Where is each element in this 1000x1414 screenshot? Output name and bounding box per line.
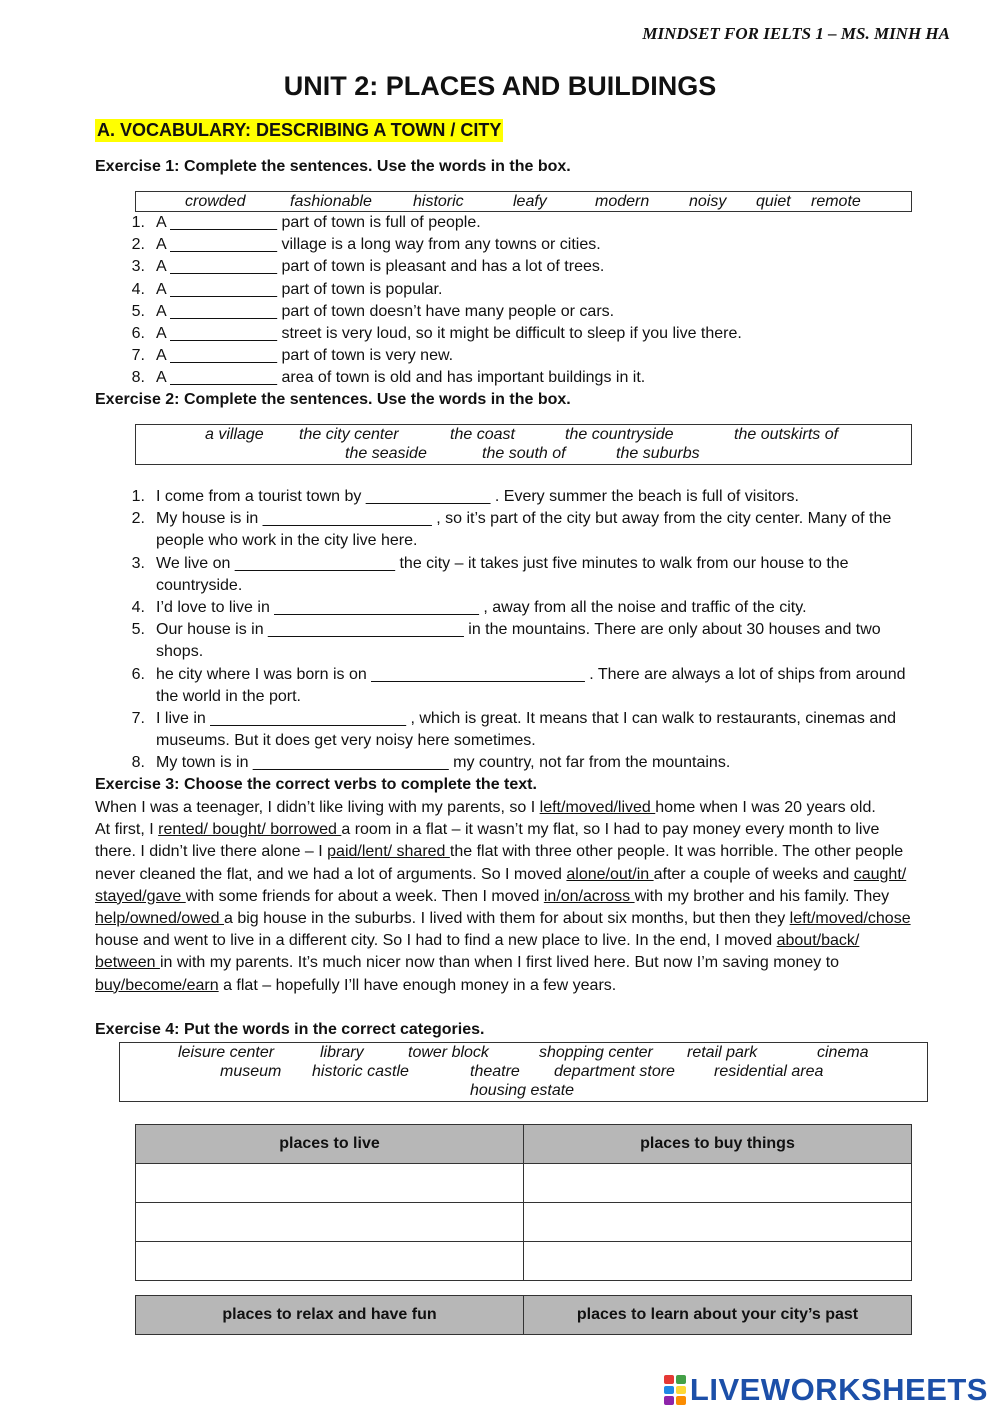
passage-text: house and went to live in a different city. So I had to find a new place to live. In the end, I moved xyxy=(95,932,777,950)
logo-square xyxy=(664,1386,674,1395)
word-historic-castle: historic castle xyxy=(312,1063,409,1080)
list-item: 8. A ____________ area of town is old and has important buildings in it. xyxy=(131,369,646,387)
passage-line xyxy=(95,841,965,863)
list-item: 4. I’d love to live in _______________________ , away from all the noise and traffic of the city. xyxy=(131,599,807,617)
liveworksheets-logo-text: LIVEWORKSHEETS xyxy=(689,1372,988,1407)
exercise-1-sentences xyxy=(131,212,742,390)
passage-line xyxy=(95,797,965,819)
category-table-1 xyxy=(135,1124,912,1281)
exercise-3-passage xyxy=(95,797,965,997)
category-table-2 xyxy=(135,1295,912,1335)
passage-text: a room in a flat – it wasn’t my flat, so I had to pay money every month to live xyxy=(341,821,880,839)
word-remote: remote xyxy=(811,193,861,210)
list-item: 6. A ____________ street is very loud, so it might be difficult to sleep if you live there. xyxy=(131,325,742,343)
exercise-4-title: Exercise 4: Put the words in the correct categories. xyxy=(95,1021,485,1038)
exercise-3-title: Exercise 3: Choose the correct verbs to complete the text. xyxy=(95,776,537,793)
word-the-city-center: the city center xyxy=(299,426,399,443)
word-housing-estate: housing estate xyxy=(470,1082,575,1099)
word-modern: modern xyxy=(595,193,650,210)
passage-text: a flat – hopefully I’ll have enough money in a few years. xyxy=(218,976,617,994)
header-places-to-buy-things: places to buy things xyxy=(524,1125,912,1164)
passage-text: after a couple of weeks and xyxy=(653,865,854,883)
list-item: 5. Our house is in ______________________ in the mountains. There are only about 30 houses and two shops. xyxy=(131,621,881,661)
passage-line xyxy=(95,864,965,886)
answer-cell[interactable] xyxy=(136,1203,524,1242)
logo-square xyxy=(664,1375,674,1384)
word-residential-area: residential area xyxy=(714,1063,824,1080)
list-item: 3. We live on __________________ the city – it takes just five minutes to walk from our house to the countryside. xyxy=(131,554,849,594)
exercise-4-word-box xyxy=(119,1042,928,1102)
verb-choice[interactable]: buy/become/earn xyxy=(95,976,219,994)
word-fashionable: fashionable xyxy=(290,193,372,210)
passage-line xyxy=(95,819,965,841)
list-item: 5. A ____________ part of town doesn’t have many people or cars. xyxy=(131,302,615,320)
list-item: 1. I come from a tourist town by ______________ . Every summer the beach is full of visitors. xyxy=(131,488,799,505)
unit-title: UNIT 2: PLACES AND BUILDINGS xyxy=(283,71,717,101)
verb-choice[interactable]: rented/ bought/ borrowed xyxy=(158,821,342,839)
list-item: 8. My town is in ______________________ my country, not far from the mountains. xyxy=(131,754,731,772)
logo-square xyxy=(676,1396,686,1405)
list-item: 2. A ____________ village is a long way from any towns or cities. xyxy=(131,236,601,254)
liveworksheets-logo xyxy=(664,1372,988,1408)
word-the-coast: the coast xyxy=(450,426,515,443)
passage-text: the flat with three other people. It was horrible. The other people xyxy=(449,843,904,861)
word-noisy: noisy xyxy=(689,193,727,210)
passage-text: with my brother and his family. They xyxy=(634,887,890,905)
passage-line xyxy=(95,908,965,930)
answer-cell[interactable] xyxy=(524,1164,912,1203)
word-shopping-center: shopping center xyxy=(539,1044,653,1061)
list-item: 4. A ____________ part of town is popular. xyxy=(131,280,443,298)
exercise-1-word-box xyxy=(135,191,912,212)
word-leisure-center: leisure center xyxy=(178,1044,275,1061)
verb-choice[interactable]: left/moved/lived xyxy=(539,799,656,816)
passage-text: home when I was 20 years old. xyxy=(655,799,876,816)
passage-text: there. I didn’t live there alone – I xyxy=(95,843,328,861)
logo-square xyxy=(676,1375,686,1384)
word-tower-block: tower block xyxy=(408,1044,489,1061)
word-the-suburbs: the suburbs xyxy=(616,445,700,462)
passage-text: a big house in the suburbs. I lived with them for about six months, but then they xyxy=(223,910,790,928)
answer-cell[interactable] xyxy=(524,1203,912,1242)
header-places-to-live: places to live xyxy=(136,1125,524,1164)
verb-choice[interactable]: help/owned/owed xyxy=(95,910,224,928)
list-item: 1. A ____________ part of town is full of people. xyxy=(131,214,481,231)
list-item: 7. I live in ______________________ , which is great. It means that I can walk to restaurants, cinemas and museums. But it does get very noisy here sometimes. xyxy=(131,710,897,750)
word-the-outskirts-of: the outskirts of xyxy=(734,426,839,443)
exercise-1-title: Exercise 1: Complete the sentences. Use the words in the box. xyxy=(95,158,571,175)
exercise-2-sentences xyxy=(131,486,906,775)
verb-choice[interactable]: in/on/across xyxy=(543,887,635,905)
logo-square xyxy=(664,1396,674,1405)
list-item: 6. he city where I was born is on ________________________ . There are always a lot of ships from around the world in the port. xyxy=(131,665,906,705)
passage-text: with some friends for about a week. Then I moved xyxy=(185,887,544,905)
passage-text: At first, I xyxy=(95,821,159,839)
verb-choice[interactable]: stayed/gave xyxy=(95,887,186,905)
header-author: MINDSET FOR IELTS 1 – MS. MINH HA xyxy=(642,24,950,43)
verb-choice[interactable]: paid/lent/ shared xyxy=(327,843,450,861)
word-quiet: quiet xyxy=(756,193,791,210)
passage-text: in with my parents. It’s much nicer now than when I first lived here. But now I’m saving money to xyxy=(159,954,840,972)
logo-square xyxy=(676,1386,686,1395)
list-item: 2. My house is in ___________________ , so it’s part of the city but away from the city center. Many of the people who work in the city live here. xyxy=(131,510,892,550)
passage-line xyxy=(95,952,965,974)
word-department-store: department store xyxy=(554,1063,675,1080)
exercise-2-title: Exercise 2: Complete the sentences. Use the words in the box. xyxy=(95,391,571,408)
passage-line xyxy=(95,975,965,997)
word-museum: museum xyxy=(220,1063,282,1080)
answer-cell[interactable] xyxy=(524,1242,912,1281)
word-the-countryside: the countryside xyxy=(565,426,674,443)
verb-choice[interactable]: caught/ xyxy=(853,865,907,883)
liveworksheets-logo-icon xyxy=(664,1375,686,1405)
word-cinema: cinema xyxy=(817,1044,869,1061)
word-library: library xyxy=(320,1044,364,1061)
verb-choice[interactable]: between xyxy=(95,954,160,972)
passage-text: never cleaned the flat, and we had a lot of arguments. So I moved xyxy=(95,865,567,883)
verb-choice[interactable]: about/back/ xyxy=(776,932,860,950)
answer-cell[interactable] xyxy=(136,1164,524,1203)
word-historic: historic xyxy=(413,193,464,210)
verb-choice[interactable]: alone/out/in xyxy=(566,865,654,883)
word-theatre: theatre xyxy=(470,1063,520,1080)
passage-line xyxy=(95,930,965,952)
passage-line xyxy=(95,886,965,908)
word-crowded: crowded xyxy=(185,193,246,210)
answer-cell[interactable] xyxy=(136,1242,524,1281)
exercise-2-word-box xyxy=(135,424,912,465)
word-a-village: a village xyxy=(205,426,264,443)
word-the-seaside: the seaside xyxy=(345,445,427,462)
word-the-south-of: the south of xyxy=(482,445,566,462)
header-places-to-learn-past: places to learn about your city’s past xyxy=(524,1296,912,1335)
word-retail-park: retail park xyxy=(687,1044,758,1061)
word-leafy: leafy xyxy=(513,193,547,210)
section-a-heading: A. VOCABULARY: DESCRIBING A TOWN / CITY xyxy=(97,120,502,140)
list-item: 7. A ____________ part of town is very new. xyxy=(131,347,454,365)
passage-text: When I was a teenager, I didn’t like living with my parents, so I xyxy=(95,799,540,816)
verb-choice[interactable]: left/moved/chose xyxy=(789,910,911,928)
list-item: 3. A ____________ part of town is pleasant and has a lot of trees. xyxy=(131,258,605,276)
header-places-to-relax: places to relax and have fun xyxy=(136,1296,524,1335)
